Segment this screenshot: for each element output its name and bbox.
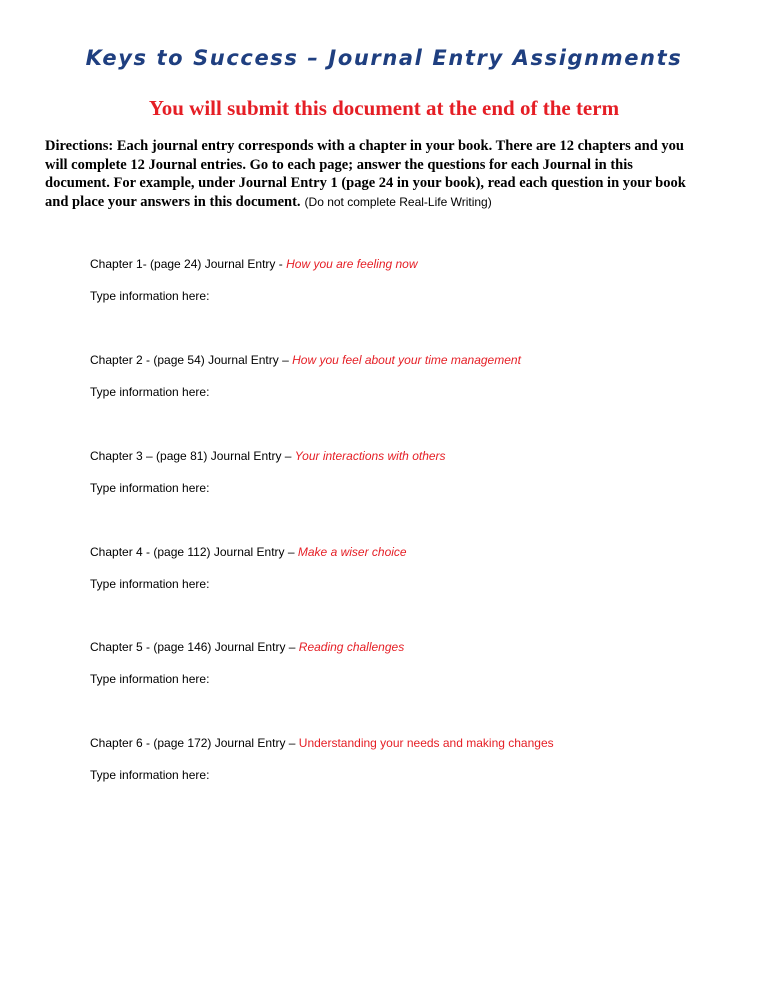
entry-answer-field[interactable]: Type information here: <box>90 289 210 303</box>
entry-answer-field[interactable]: Type information here: <box>90 672 210 686</box>
document-subtitle: You will submit this document at the end of the term <box>148 96 620 120</box>
entry-topic: Your interactions with others <box>294 449 446 463</box>
directions-line-text: and place your answers in this document. <box>45 193 301 210</box>
directions-line: Directions: Each journal entry corresponds with a chapter in your book. There are 12 chapters and you <box>45 138 684 154</box>
journal-entry-3 <box>90 449 446 463</box>
journal-entry-5 <box>90 640 404 654</box>
entry-topic: Make a wiser choice <box>297 545 407 559</box>
directions-paragraph <box>45 137 725 211</box>
entry-label: Chapter 1- (page 24) Journal Entry - <box>90 257 287 271</box>
journal-entry-1 <box>90 257 418 271</box>
journal-entry-6 <box>90 736 554 750</box>
entry-label: Chapter 6 - (page 172) Journal Entry – <box>90 736 299 750</box>
directions-line: document. For example, under Journal Entry 1 (page 24 in your book), read each question in your book <box>45 175 686 191</box>
entry-answer-field[interactable]: Type information here: <box>90 768 210 782</box>
entry-topic: Understanding your needs and making changes <box>298 736 554 750</box>
directions-line: will complete 12 Journal entries. Go to each page; answer the questions for each Journal in this <box>45 156 633 173</box>
journal-entry-4 <box>90 545 407 559</box>
entry-label: Chapter 4 - (page 112) Journal Entry – <box>90 545 298 559</box>
entry-topic: How you are feeling now <box>286 257 418 271</box>
entry-answer-field[interactable]: Type information here: <box>90 481 210 495</box>
entry-topic: Reading challenges <box>298 640 405 654</box>
entry-label: Chapter 3 – (page 81) Journal Entry – <box>90 449 295 463</box>
entry-label: Chapter 2 - (page 54) Journal Entry – <box>90 353 293 367</box>
journal-entry-2 <box>90 353 521 367</box>
entry-topic: How you feel about your time management <box>292 353 521 367</box>
document-title: Keys to Success – Journal Entry Assignments <box>85 46 683 70</box>
directions-note: (Do not complete Real-Life Writing) <box>304 194 492 209</box>
entry-answer-field[interactable]: Type information here: <box>90 577 210 591</box>
entry-label: Chapter 5 - (page 146) Journal Entry – <box>90 640 299 654</box>
directions-line-last <box>45 193 725 212</box>
entry-answer-field[interactable]: Type information here: <box>90 385 210 399</box>
